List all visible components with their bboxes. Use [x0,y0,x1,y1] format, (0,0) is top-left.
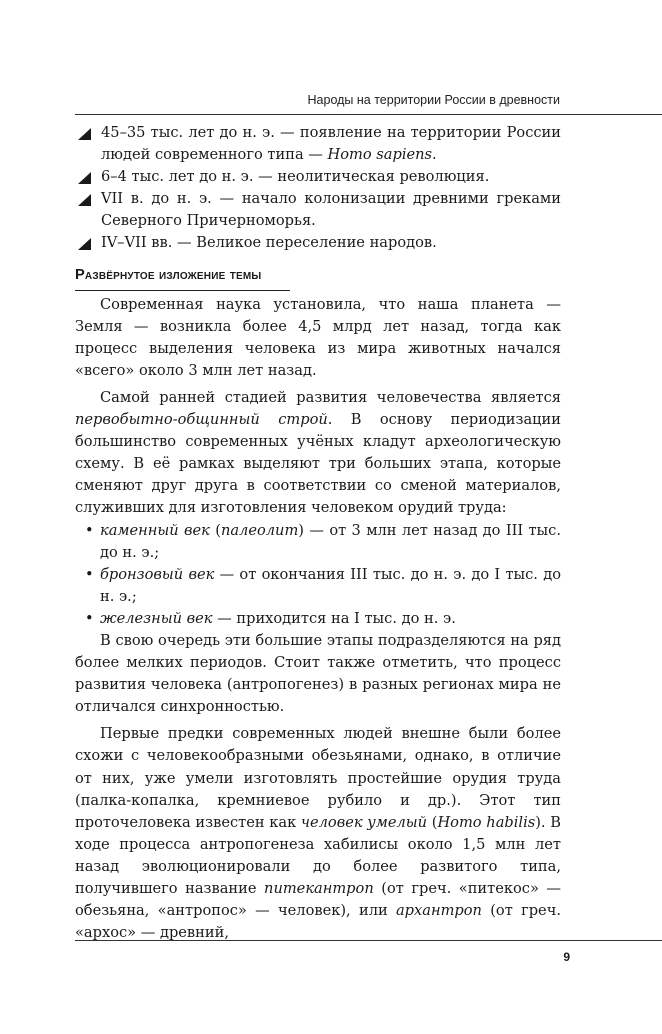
paragraph-text: Первые предки современных людей внешне были более схожи с человекообразными обезьянами, однако, в отличие от них, уже умели изготовлять простейшие орудия труда (палка-копалка, кремниевое рубило и др.). Этот тип проточеловека известен как [75,725,561,831]
timeline-item [75,122,561,166]
paragraph [75,387,561,520]
bullet-marker: • [85,521,94,539]
timeline-text: IV–VII вв. — Великое переселение народов. [101,234,437,252]
paragraph: В свою очередь эти большие этапы подразделяются на ряд более мелких периодов. Стоит также отметить, что процесс развития человека (антропогенез) в разных регионах мира не отличался синхронностью. [75,631,561,716]
term-emphasis: палеолит [220,521,299,539]
bullet-marker: • [85,565,94,583]
triangle-bullet-icon [78,172,91,184]
running-header [75,93,560,107]
timeline-emphasis: Homo sapiens [327,146,433,164]
term-emphasis: первобытно-общинный строй [75,411,328,429]
term-emphasis: каменный век [100,521,210,539]
paragraph-text: (от греч. «архос» — древний, [75,902,561,942]
bullet-marker: • [85,609,94,627]
timeline-item [75,232,561,254]
list-text: — приходится на I тыс. до н. э. [212,609,456,627]
list-text: ) — от 3 млн лет назад до III тыс. до н. э.; [100,521,561,561]
list-item [75,564,561,608]
paragraph-text: (от греч. «питекос» — обезьяна, «антропос» — человек), или [75,880,561,920]
section-heading-rule [75,290,290,291]
list-text: — от окончания III тыс. до н. э. до I тыс. до н. э.; [100,565,561,605]
timeline-item [75,188,561,232]
list-text: ( [209,521,221,539]
term-emphasis: железный век [100,609,213,627]
paragraph: Современная наука установила, что наша планета — Земля — возникла более 4,5 млрд лет назад, тогда как процесс выделения человека из мира животных начался «всего» около 3 млн лет назад. [75,295,561,379]
term-emphasis: бронзовый век [100,565,215,583]
term-emphasis: человек умелый [300,813,428,831]
paragraph-text: ). В ходе процесса антропогенеза хабилисы около 1,5 млн лет назад эволюционировали до более развитого типа, получившего название [75,813,561,897]
timeline-text: 6–4 тыс. лет до н. э. — неолитическая революция. [101,168,490,186]
paragraph-text: Самой ранней стадией развития человечества является [100,388,561,406]
paragraph [75,723,561,944]
timeline-tail: . [432,146,437,164]
term-emphasis: питекантроп [264,880,374,897]
page-number: 9 [563,950,570,964]
triangle-bullet-icon [78,128,91,140]
header-rule [75,114,662,115]
paragraph-text: . В основу периодизации большинство современных учёных кладут археологическую схему. В её рамках выделяют три больших этапа, которые сменяют друг друга в соответствии со сменой материалов, служивших для изготовления человеком орудий труда: [75,411,561,517]
header-title: Народы на территории России в древности [307,93,560,107]
triangle-bullet-icon [78,194,91,206]
list-item [75,608,561,630]
term-emphasis: архантроп [395,902,482,920]
footer-rule [75,940,662,941]
term-emphasis: Homo habilis [437,813,536,831]
section-heading: Развёрнутое изложение темы [75,266,262,283]
timeline-text: 45–35 тыс. лет до н. э. — появление на территории России людей современного типа — [101,124,561,164]
page-content [75,122,561,944]
timeline-item [75,166,561,188]
paragraph-text: ( [427,813,438,831]
list-item [75,520,561,564]
triangle-bullet-icon [78,238,91,250]
timeline-text: VII в. до н. э. — начало колонизации древними греками Северного Причерноморья. [101,190,561,230]
